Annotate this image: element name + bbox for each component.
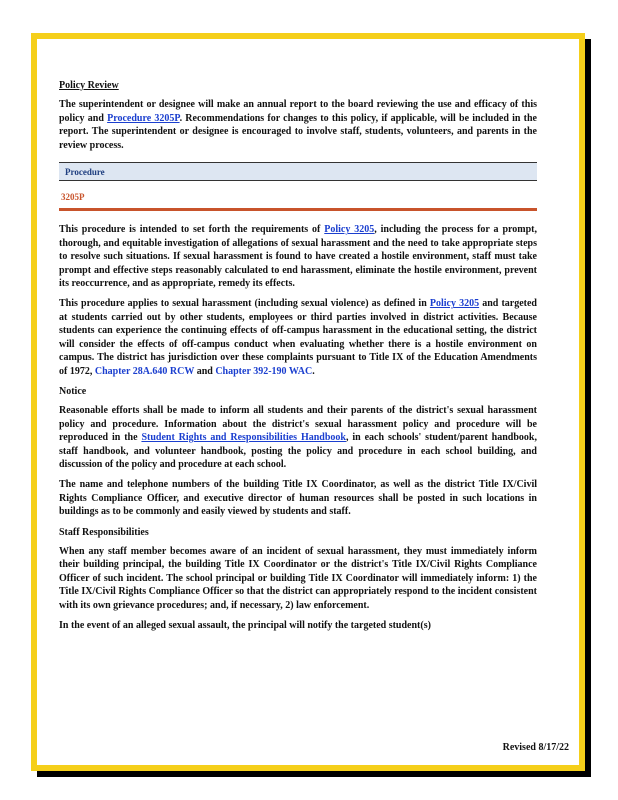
notice-heading: Notice	[59, 385, 87, 397]
notice-paragraph-1	[59, 404, 537, 471]
intro-p1-text-a: This procedure is intended to set forth the requirements of	[59, 224, 325, 236]
policy-review-heading: Policy Review	[59, 80, 119, 91]
policy-3205-link[interactable]: Policy 3205	[324, 224, 375, 236]
procedure-rule	[59, 208, 537, 211]
staff-paragraph-1: When any staff member becomes aware of an incident of sexual harassment, they must immediately inform their building principal, the building Title IX Coordinator or the district's Title IX/Civil Rights Compliance Officer of such incident. The school principal or building Title IX Coordinator will immediately inform: 1) the Title IX/Civil Rights Compliance Officer so that the district can appropriately respond to the incident consistent with its own grievance procedures; and, if necessary, 2) law enforcement.	[59, 545, 537, 611]
intro-paragraph-1	[59, 223, 537, 290]
staff-paragraph-2: In the event of an alleged sexual assault, the principal will notify the targeted student(s)	[59, 620, 431, 631]
procedure-bar	[59, 162, 537, 181]
policy-review-text-b: . Recommendations for changes to this policy, if applicable, will be included in the report. The superintendent or designee is encouraged to involve staff, students, volunteers, and parents in the review process.	[59, 112, 537, 151]
intro-p1-text-b: , including the process for a prompt, thorough, and equitable investigation of allegations of sexual harassment and the need to take appropriate steps to resolve such situations. If sexual harassment is found to have created a hostile environment, staff must take prompt and effective steps reasonably calculated to end harassment, eliminate the hostile environment, prevent its reoccurrence, and as appropriate, remedy its effects.	[59, 224, 537, 290]
rcw-reference: Chapter 28A.640 RCW	[94, 365, 195, 377]
intro-p2-text-b: and targeted at students carried out by other students, employees or third parties involved in district activities. Because students can experience the continuing effects of off-campus harassment in the educational setting, the district will consider the effects of off-campus conduct when evaluating whether there is a hostile environment on campus. The district has jurisdiction over these complaints pursuant to Title IX of the Education Amendments of 1972,	[59, 298, 537, 377]
intro-p2-text-d: .	[312, 365, 315, 377]
notice-p1-text-a: Reasonable efforts shall be made to inform all students and their parents of the district's sexual harassment policy and procedure. Information about the district's sexual harassment policy and procedure will be reproduced in the	[59, 405, 537, 444]
notice-p1-text-b: , in each schools' student/parent handbook, staff handbook, and volunteer handbook, posting the policy and procedure in each school building, and discussion of the policy and procedure at each school.	[59, 432, 537, 470]
page-frame	[31, 33, 585, 771]
intro-p2-text-c: and	[194, 365, 216, 377]
procedure-number: 3205P	[61, 192, 85, 203]
policy-review-paragraph	[59, 98, 537, 152]
policy-3205-link-2[interactable]: Policy 3205	[429, 298, 480, 310]
notice-paragraph-2: The name and telephone numbers of the building Title IX Coordinator, as well as the district Title IX/Civil Rights Compliance Officer, and executive director of human resources shall be posted in such locations in buildings as to be commonly and easily viewed by students and staff.	[59, 479, 537, 518]
student-handbook-link[interactable]: Student Rights and Responsibilities Handbook	[141, 432, 346, 444]
policy-review-text-a: The superintendent or designee will make an annual report to the board reviewing the use and efficacy of this policy and	[59, 99, 537, 124]
procedure-bar-label: Procedure	[65, 167, 105, 178]
staff-responsibilities-heading: Staff Responsibilities	[59, 526, 149, 538]
document-body	[59, 79, 537, 639]
revised-date: Revised 8/17/22	[502, 742, 569, 753]
procedure-3205p-link[interactable]: Procedure 3205P	[107, 112, 180, 124]
wac-reference: Chapter 392-190 WAC	[215, 365, 313, 377]
intro-p2-text-a: This procedure applies to sexual harassment (including sexual violence) as defined in	[59, 298, 430, 310]
intro-paragraph-2	[59, 297, 537, 377]
